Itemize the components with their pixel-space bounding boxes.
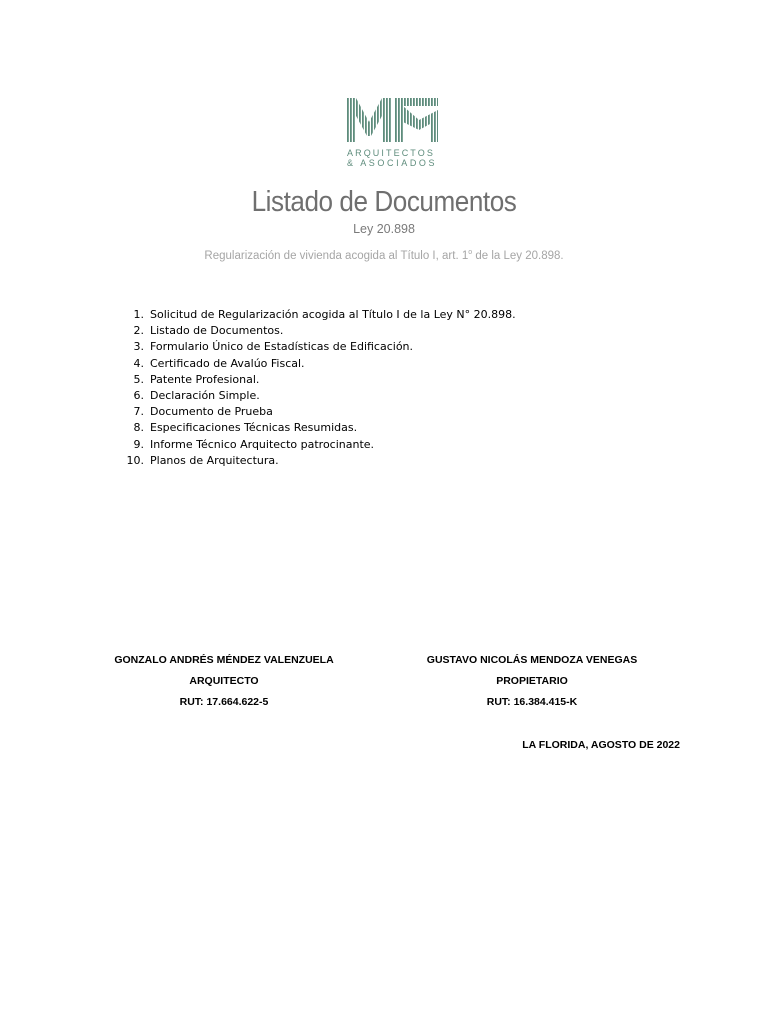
- list-item-number: 2.: [133, 324, 144, 338]
- list-item-number: 10.: [126, 453, 144, 467]
- list-item-number: 6.: [133, 388, 144, 402]
- list-item: [120, 307, 680, 323]
- signer-rut: RUT: 17.664.622-5: [179, 696, 269, 708]
- list-item: [120, 388, 680, 404]
- list-item-number: 7.: [133, 405, 144, 419]
- list-item: [120, 372, 680, 388]
- company-logo: [347, 98, 439, 172]
- logo-text-line-1: ARQUITECTOS: [347, 148, 435, 158]
- list-item: [120, 404, 680, 420]
- place-and-date: LA FLORIDA, AGOSTO DE 2022: [522, 739, 680, 751]
- description-text: Regularización de vivienda acogida al Título I, art. 1: [204, 249, 469, 262]
- list-item-number: 4.: [133, 356, 144, 370]
- list-item-text: Informe Técnico Arquitecto patrocinante.: [150, 437, 375, 451]
- list-item: [120, 339, 680, 355]
- document-list: [120, 307, 680, 469]
- monogram-logo-icon: [347, 98, 439, 144]
- list-item-number: 9.: [133, 437, 144, 451]
- document-title: Listado de Documentos: [251, 186, 517, 218]
- list-item: [120, 453, 680, 469]
- document-subtitle: Ley 20.898: [353, 222, 415, 236]
- list-item-text: Patente Profesional.: [150, 372, 260, 386]
- list-item-text: Formulario Único de Estadísticas de Edificación.: [150, 340, 414, 354]
- list-item-text: Listado de Documentos.: [150, 324, 284, 338]
- list-item-text: Solicitud de Regularización acogida al Título I de la Ley N° 20.898.: [150, 308, 516, 321]
- list-item: [120, 323, 680, 339]
- signature-block-architect: [104, 650, 344, 713]
- list-item-number: 1.: [133, 308, 144, 321]
- signer-role: ARQUITECTO: [189, 675, 259, 687]
- list-item: [120, 420, 680, 436]
- logo-text-line-2: & ASOCIADOS: [347, 158, 438, 168]
- list-item-number: 3.: [133, 340, 144, 354]
- list-item-number: 8.: [133, 421, 144, 435]
- signature-block-owner: [412, 650, 652, 713]
- list-item: [120, 437, 680, 453]
- list-item-text: Documento de Prueba: [150, 405, 273, 419]
- description-superscript: o: [468, 249, 473, 256]
- signer-role: PROPIETARIO: [496, 675, 568, 687]
- list-item-text: Especificaciones Técnicas Resumidas.: [150, 421, 358, 435]
- list-item-text: Declaración Simple.: [150, 388, 260, 402]
- signer-rut: RUT: 16.384.415-K: [486, 696, 578, 708]
- signer-name: GONZALO ANDRÉS MÉNDEZ VALENZUELA: [114, 654, 334, 666]
- list-item: [120, 356, 680, 372]
- list-item-text: Planos de Arquitectura.: [150, 453, 279, 467]
- list-item-text: Certificado de Avalúo Fiscal.: [150, 356, 305, 370]
- document-description: [0, 245, 768, 264]
- list-item-number: 5.: [133, 372, 144, 386]
- description-text-end: de la Ley 20.898.: [472, 249, 564, 262]
- signer-name: GUSTAVO NICOLÁS MENDOZA VENEGAS: [426, 654, 638, 666]
